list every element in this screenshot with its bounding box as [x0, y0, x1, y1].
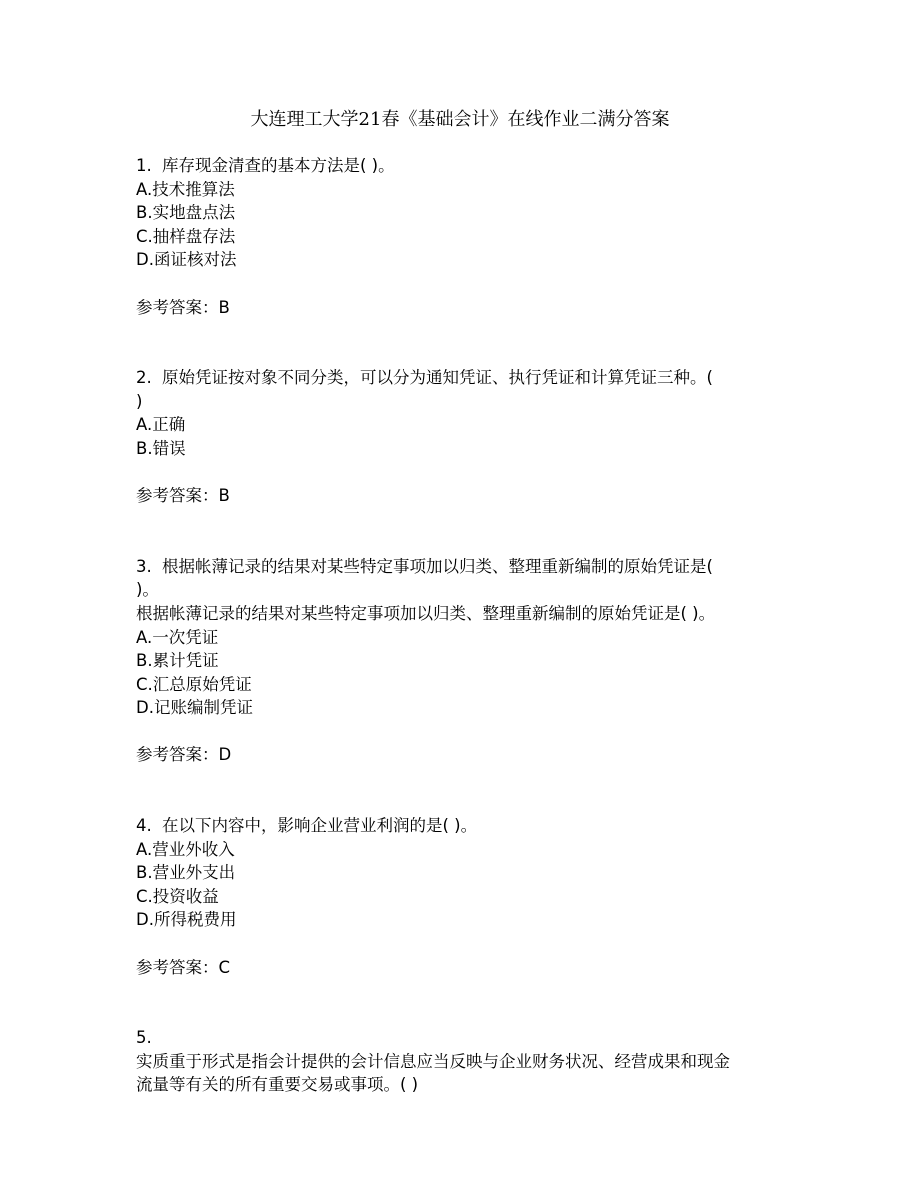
document-title: 大连理工大学21春《基础会计》在线作业二满分答案 [250, 109, 670, 130]
option-text: 所得税费用 [153, 910, 237, 930]
option-key: B. [136, 651, 153, 671]
option-text: 抽样盘存法 [152, 226, 236, 246]
option-b [136, 649, 796, 673]
answer-value: B [218, 486, 230, 506]
question-text: 在以下内容中，影响企业营业利润的是( )。 [162, 816, 478, 836]
option-a [136, 626, 796, 650]
question-3 [136, 555, 796, 814]
option-d [136, 908, 796, 932]
question-number: 5. [136, 1028, 152, 1048]
option-text: 技术推算法 [152, 179, 235, 199]
spacer [136, 767, 796, 814]
question-stem-continued: )。 [136, 580, 159, 600]
option-key: A. [136, 839, 153, 859]
spacer [136, 720, 796, 744]
spacer [136, 319, 796, 366]
option-text: 函证核对法 [153, 250, 237, 270]
answer-label: 参考答案： [136, 745, 219, 765]
option-key: D. [136, 910, 154, 930]
option-text: 投资收益 [152, 886, 219, 906]
option-key: A. [136, 627, 153, 647]
question-text: 库存现金清查的基本方法是( )。 [162, 156, 395, 175]
option-text: 实地盘点法 [152, 203, 236, 223]
question-number: 4. [136, 816, 152, 836]
option-d [136, 696, 796, 720]
question-text: 实质重于形式是指会计提供的会计信息应当反映与企业财务状况、经营成果和现金 [136, 1051, 730, 1071]
option-key: C. [136, 674, 153, 694]
question-stem [136, 366, 796, 390]
question-number: 2. [136, 368, 152, 388]
option-a [136, 413, 796, 437]
answer-label: 参考答案： [136, 297, 219, 317]
option-c [136, 225, 796, 249]
answer-value: D [218, 745, 232, 765]
spacer [136, 932, 796, 956]
answer-value: B [218, 297, 230, 317]
option-a [136, 838, 796, 862]
answer-label: 参考答案： [136, 486, 219, 506]
question-stem [136, 814, 796, 838]
question-number: 1. [136, 156, 152, 175]
option-text: 汇总原始凭证 [152, 674, 252, 694]
option-text: 记账编制凭证 [153, 698, 253, 718]
option-text: 累计凭证 [152, 651, 219, 671]
option-c [136, 673, 796, 697]
question-text: 根据帐薄记录的结果对某些特定事项加以归类、整理重新编制的原始凭证是( [162, 556, 713, 576]
question-stem [136, 555, 796, 579]
option-key: C. [136, 226, 153, 246]
question-stem-repeated: 根据帐薄记录的结果对某些特定事项加以归类、整理重新编制的原始凭证是( )。 [136, 603, 716, 623]
option-text: 一次凭证 [152, 627, 219, 647]
option-text: 错误 [152, 438, 186, 458]
question-number: 3. [136, 556, 152, 576]
option-c [136, 885, 796, 909]
option-a [136, 178, 796, 202]
option-text: 营业外收入 [152, 839, 235, 859]
answer-label: 参考答案： [136, 957, 219, 977]
reference-answer [136, 956, 796, 980]
option-key: B. [136, 863, 153, 883]
spacer [136, 979, 796, 1026]
question-2 [136, 366, 796, 555]
option-text: 营业外支出 [152, 863, 236, 883]
option-b [136, 201, 796, 225]
spacer [136, 508, 796, 555]
option-key: D. [136, 250, 154, 270]
option-key: B. [136, 438, 153, 458]
option-text: 正确 [152, 415, 186, 435]
option-key: A. [136, 415, 153, 435]
option-key: B. [136, 203, 153, 223]
option-key: C. [136, 886, 153, 906]
spacer [136, 461, 796, 485]
option-key: A. [136, 179, 153, 199]
option-d [136, 248, 796, 272]
option-b [136, 861, 796, 885]
reference-answer [136, 743, 796, 767]
spacer [136, 272, 796, 296]
reference-answer [136, 484, 796, 508]
option-b [136, 437, 796, 461]
question-1 [136, 154, 796, 366]
question-text-continued: 流量等有关的所有重要交易或事项。( ) [136, 1075, 419, 1095]
question-4 [136, 814, 796, 1026]
question-stem-continued: ) [136, 391, 143, 411]
question-5 [136, 1026, 796, 1097]
question-text: 原始凭证按对象不同分类，可以分为通知凭证、执行凭证和计算凭证三种。( [162, 368, 713, 388]
question-stem [136, 154, 796, 178]
question-list [136, 154, 796, 1097]
option-key: D. [136, 698, 154, 718]
reference-answer [136, 296, 796, 320]
answer-value: C [218, 957, 231, 977]
